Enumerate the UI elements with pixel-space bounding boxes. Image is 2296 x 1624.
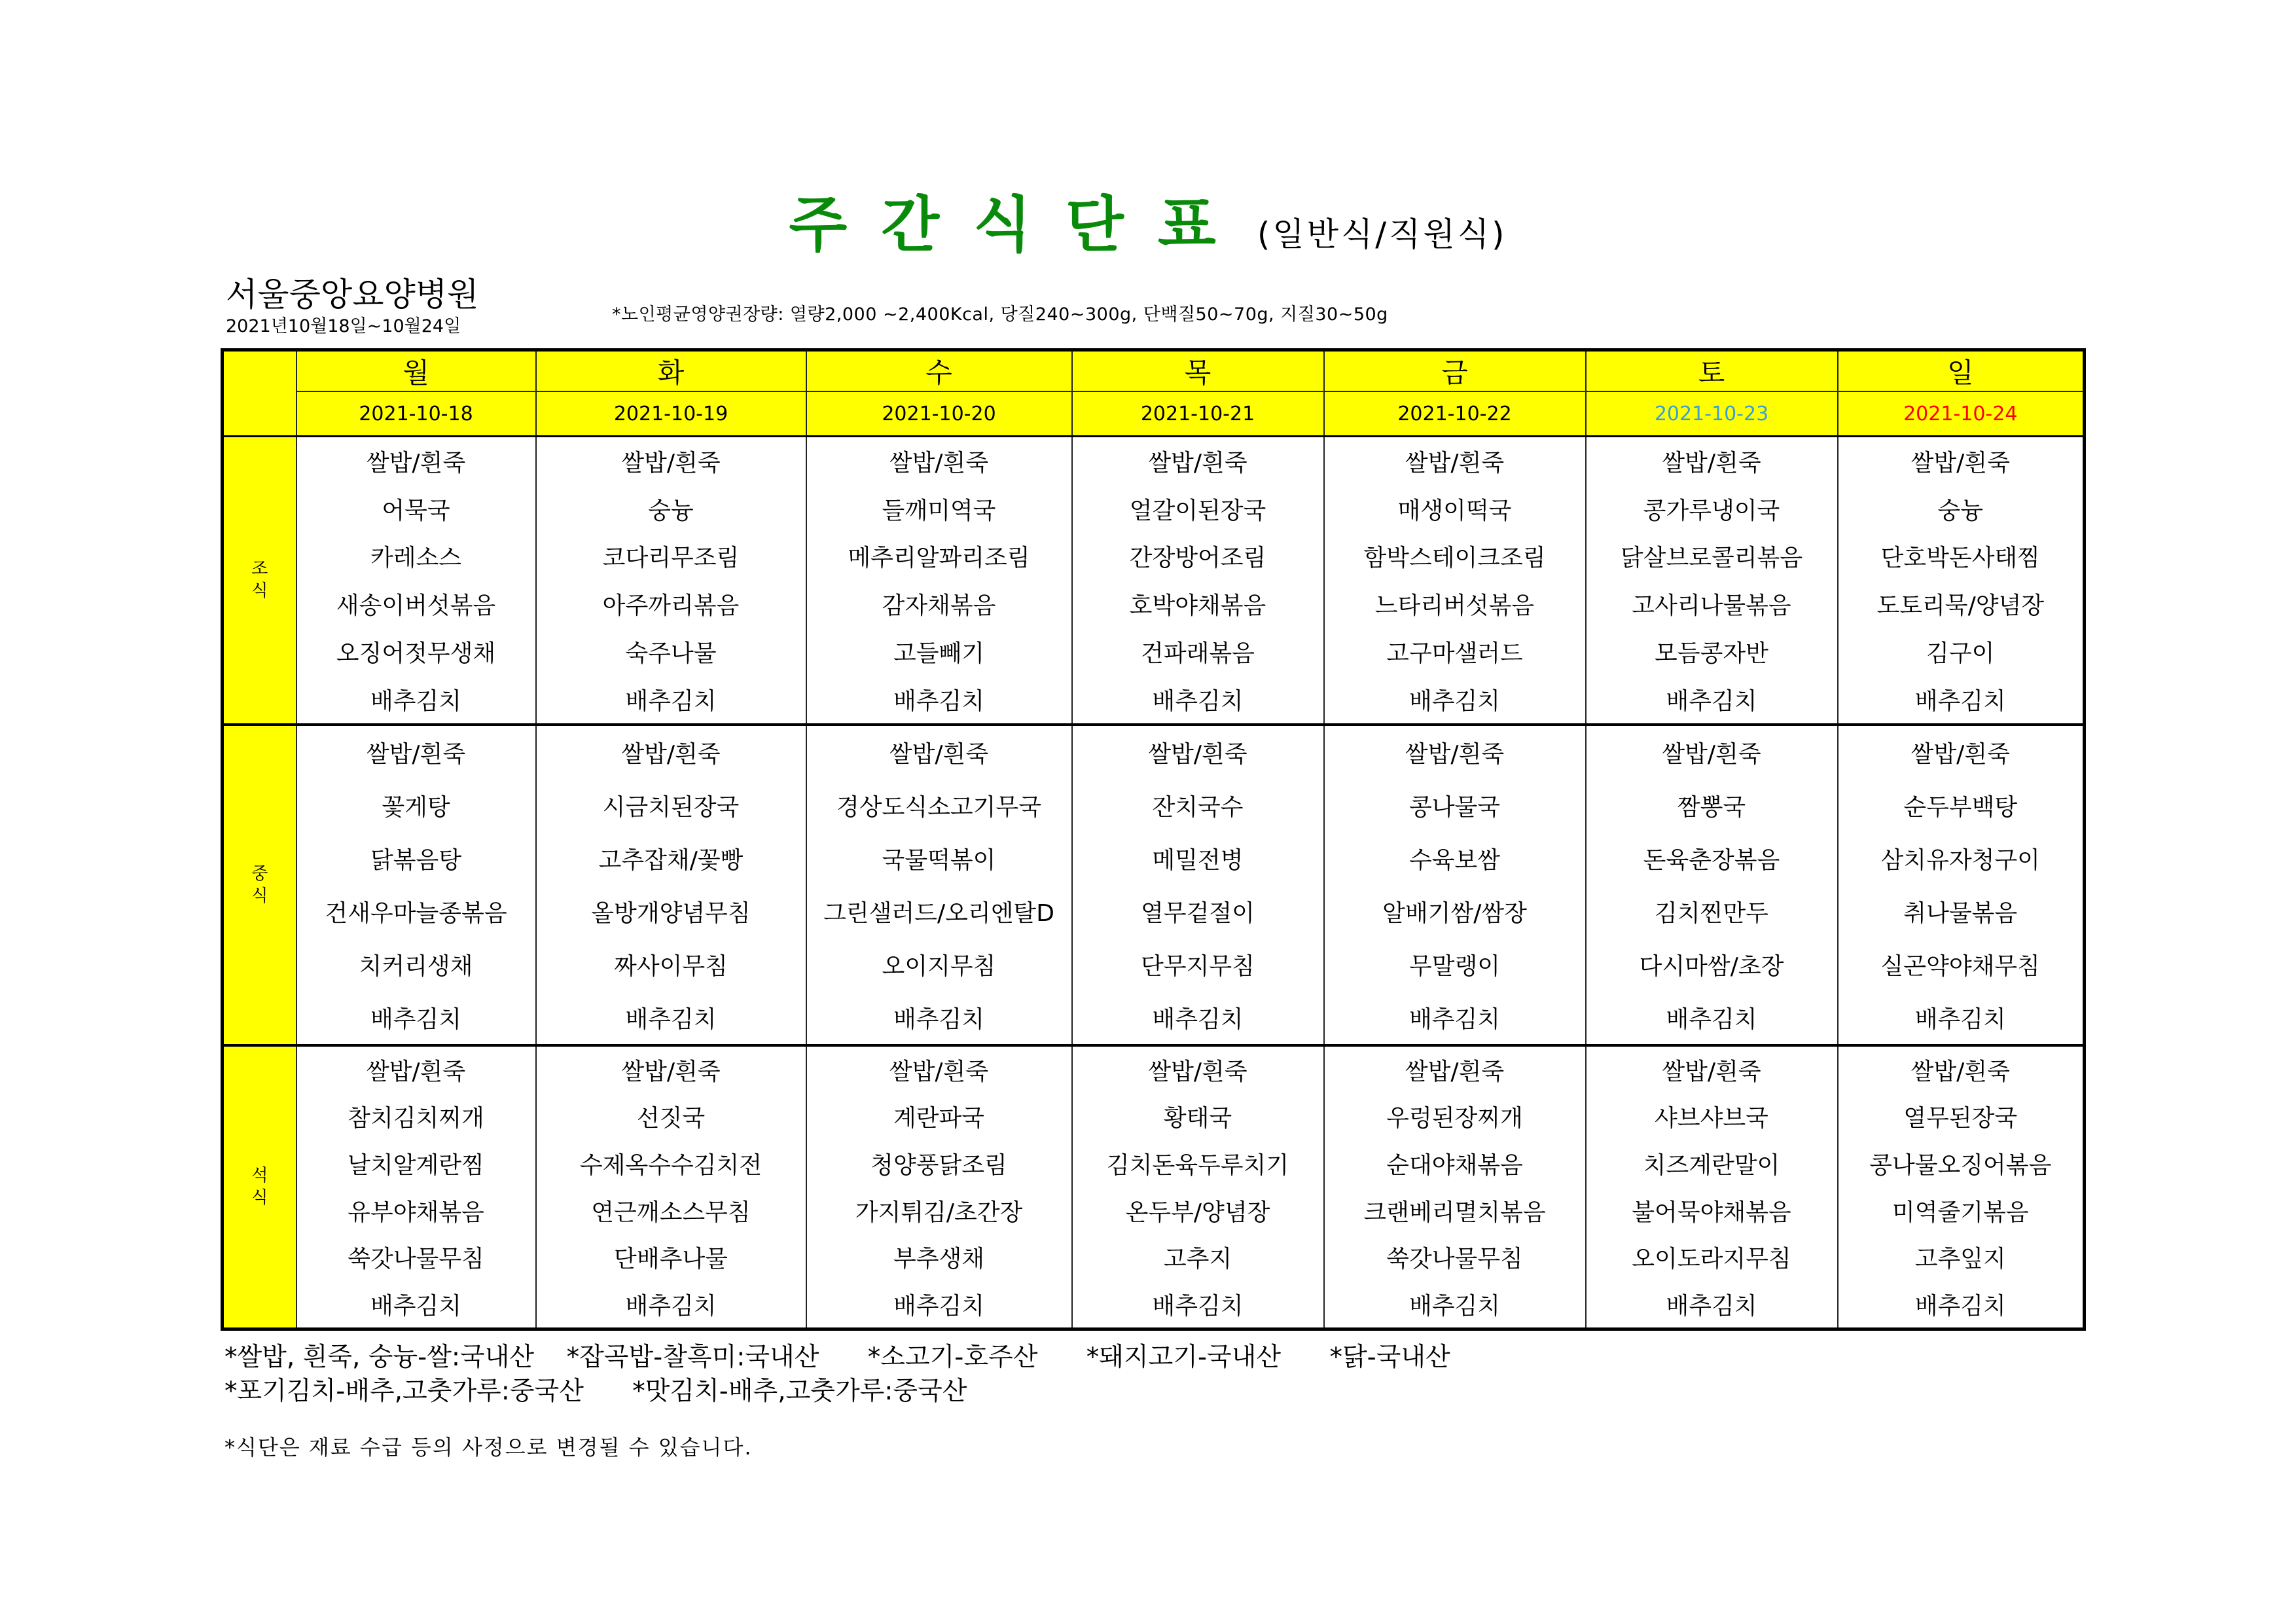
dish: 가지튀김/초간장 bbox=[855, 1199, 1023, 1226]
lunch-sat bbox=[1586, 725, 1838, 1045]
dish: 고사리나물볶음 bbox=[1632, 592, 1791, 620]
meal-label-dinner: 석 식 bbox=[223, 1045, 296, 1329]
day-date-saturday: 2021-10-23 bbox=[1586, 391, 1838, 437]
dish: 쌀밥/흰죽 bbox=[1148, 740, 1247, 768]
nutrition-note: *노인평균영양권장량: 열량2,000 ~2,400Kcal, 당질240~300g, 단백질50~70g, 지질30~50g bbox=[612, 304, 1388, 325]
dinner-fri bbox=[1324, 1045, 1586, 1329]
dish: 메밀전병 bbox=[1152, 846, 1244, 874]
dish: 쌀밥/흰죽 bbox=[621, 1058, 721, 1085]
dish: 배추김치 bbox=[370, 1005, 462, 1033]
dish: 코다리무조림 bbox=[602, 545, 740, 572]
dish: 배추김치 bbox=[625, 687, 717, 715]
dish: 배추김치 bbox=[370, 1292, 462, 1320]
dish: 김치찐만두 bbox=[1655, 899, 1768, 927]
day-name: 토 bbox=[1586, 350, 1838, 392]
dinner-thu bbox=[1072, 1045, 1324, 1329]
breakfast-row bbox=[223, 437, 2085, 725]
lunch-sun bbox=[1838, 725, 2085, 1045]
dish: 쑥갓나물무침 bbox=[1386, 1246, 1523, 1273]
dish: 김치돈육두루치기 bbox=[1106, 1151, 1289, 1179]
dish: 쌀밥/흰죽 bbox=[366, 449, 466, 477]
day-date-sunday: 2021-10-24 bbox=[1838, 391, 2085, 437]
breakfast-sun bbox=[1838, 437, 2085, 725]
dish: 단호박돈사태찜 bbox=[1880, 545, 2040, 572]
dish: 배추김치 bbox=[1408, 1292, 1501, 1320]
dish: 쌀밥/흰죽 bbox=[1662, 449, 1761, 477]
dish: 고들빼기 bbox=[893, 640, 985, 667]
dish: 취나물볶음 bbox=[1903, 899, 2018, 927]
dish: 배추김치 bbox=[893, 1292, 985, 1320]
dish: 어묵국 bbox=[382, 497, 450, 524]
dish: 짜사이무침 bbox=[614, 952, 728, 980]
dish: 온두부/양념장 bbox=[1125, 1199, 1270, 1226]
dish: 배추김치 bbox=[1152, 1005, 1244, 1033]
breakfast-mon bbox=[296, 437, 536, 725]
day-date: 2021-10-18 bbox=[296, 391, 536, 437]
dish: 도토리묵/양념장 bbox=[1876, 592, 2045, 620]
dish: 쌀밥/흰죽 bbox=[621, 740, 721, 768]
lunch-row bbox=[223, 725, 2085, 1045]
dish: 샤브샤브국 bbox=[1655, 1105, 1768, 1132]
dish: 카레소스 bbox=[370, 545, 462, 572]
dish: 오이도라지무침 bbox=[1632, 1246, 1791, 1273]
dish: 콩나물오징어볶음 bbox=[1869, 1151, 2052, 1179]
dish: 계란파국 bbox=[893, 1105, 985, 1132]
dish: 열무겉절이 bbox=[1141, 899, 1255, 927]
dish: 날치알계란찜 bbox=[348, 1151, 484, 1179]
dish: 쌀밥/흰죽 bbox=[366, 740, 466, 768]
dish: 열무된장국 bbox=[1903, 1105, 2018, 1132]
dish: 숭늉 bbox=[1937, 497, 1984, 524]
day-date: 2021-10-20 bbox=[806, 391, 1072, 437]
dish: 오징어젓무생채 bbox=[336, 640, 496, 667]
dish: 쑥갓나물무침 bbox=[348, 1246, 484, 1273]
dish: 쌀밥/흰죽 bbox=[1910, 740, 2010, 768]
lunch-mon bbox=[296, 725, 536, 1045]
dish: 배추김치 bbox=[1152, 1292, 1244, 1320]
breakfast-wed bbox=[806, 437, 1072, 725]
dish: 닭살브로콜리볶음 bbox=[1620, 545, 1803, 572]
dish: 배추김치 bbox=[1666, 1005, 1757, 1033]
dish: 황태국 bbox=[1163, 1105, 1232, 1132]
corner-cell bbox=[223, 350, 296, 437]
dish: 메추리알꽈리조림 bbox=[848, 545, 1030, 572]
dish: 쌀밥/흰죽 bbox=[889, 1058, 989, 1085]
dish: 쌀밥/흰죽 bbox=[1662, 1058, 1761, 1085]
meal-label-breakfast: 조 식 bbox=[223, 437, 296, 725]
breakfast-tue bbox=[536, 437, 806, 725]
dish: 건파래볶음 bbox=[1141, 640, 1255, 667]
dish: 얼갈이된장국 bbox=[1129, 497, 1266, 524]
lunch-tue bbox=[536, 725, 806, 1045]
dish: 참치김치찌개 bbox=[348, 1105, 484, 1132]
dish: 배추김치 bbox=[625, 1292, 717, 1320]
dish: 부추생채 bbox=[893, 1246, 985, 1273]
page-title bbox=[0, 177, 2296, 263]
dish: 실곤약야채무침 bbox=[1880, 952, 2040, 980]
dish: 불어묵야채볶음 bbox=[1632, 1199, 1791, 1226]
dish: 감자채볶음 bbox=[882, 592, 996, 620]
dish: 수제옥수수김치전 bbox=[579, 1151, 762, 1179]
day-name: 수 bbox=[806, 350, 1072, 392]
dish: 배추김치 bbox=[625, 1005, 717, 1033]
dish: 그린샐러드/오리엔탈D bbox=[823, 899, 1054, 927]
dish: 올방개양념무침 bbox=[591, 899, 751, 927]
dish: 연근깨소스무침 bbox=[591, 1199, 751, 1226]
dish: 국물떡볶이 bbox=[882, 846, 996, 874]
dish: 선짓국 bbox=[636, 1105, 706, 1132]
day-name: 목 bbox=[1072, 350, 1324, 392]
dish: 쌀밥/흰죽 bbox=[1405, 740, 1505, 768]
dish: 느타리버섯볶음 bbox=[1374, 592, 1535, 620]
dish: 고추지 bbox=[1163, 1246, 1232, 1273]
dish: 콩가루냉이국 bbox=[1643, 497, 1780, 524]
dish: 쌀밥/흰죽 bbox=[1405, 1058, 1505, 1085]
dish: 경상도식소고기무국 bbox=[836, 793, 1041, 821]
dish: 돈육춘장볶음 bbox=[1643, 846, 1780, 874]
dinner-row bbox=[223, 1045, 2085, 1329]
dish: 호박야채볶음 bbox=[1129, 592, 1266, 620]
lunch-wed bbox=[806, 725, 1072, 1045]
day-name: 화 bbox=[536, 350, 806, 392]
dish: 쌀밥/흰죽 bbox=[1148, 449, 1247, 477]
dish: 배추김치 bbox=[1408, 687, 1501, 715]
dish: 배추김치 bbox=[1914, 1292, 2006, 1320]
dish: 숭늉 bbox=[648, 497, 694, 524]
dish: 고추잎지 bbox=[1914, 1246, 2006, 1273]
dish: 배추김치 bbox=[1666, 687, 1757, 715]
dish: 쌀밥/흰죽 bbox=[1910, 1058, 2010, 1085]
dish: 순두부백탕 bbox=[1903, 793, 2018, 821]
title-main: 주간식단표 bbox=[789, 190, 1250, 260]
hospital-name: 서울중앙요양병원 bbox=[226, 276, 479, 314]
dish: 청양풍닭조림 bbox=[870, 1151, 1007, 1179]
dish: 무말랭이 bbox=[1408, 952, 1501, 980]
dish: 배추김치 bbox=[893, 687, 985, 715]
dish: 콩나물국 bbox=[1408, 793, 1501, 821]
dinner-sat bbox=[1586, 1045, 1838, 1329]
dish: 배추김치 bbox=[1408, 1005, 1501, 1033]
dish: 알배기쌈/쌈장 bbox=[1382, 899, 1527, 927]
weekly-menu-table bbox=[221, 348, 2086, 1331]
lunch-fri bbox=[1324, 725, 1586, 1045]
title-sub: (일반식/직원식) bbox=[1257, 215, 1507, 253]
dish: 김구이 bbox=[1926, 640, 1995, 667]
origin-note-line2: *포기김치-배추,고춧가루:중국산 *맛김치-배추,고춧가루:중국산 bbox=[224, 1377, 967, 1406]
dish: 쌀밥/흰죽 bbox=[1405, 449, 1505, 477]
dish: 치즈계란말이 bbox=[1643, 1151, 1780, 1179]
dish: 닭볶음탕 bbox=[370, 846, 462, 874]
dish: 우렁된장찌개 bbox=[1386, 1105, 1523, 1132]
dish: 단무지무침 bbox=[1141, 952, 1255, 980]
lunch-thu bbox=[1072, 725, 1324, 1045]
dish: 아주까리볶음 bbox=[602, 592, 740, 620]
breakfast-thu bbox=[1072, 437, 1324, 725]
dish: 미역줄기볶음 bbox=[1892, 1199, 2029, 1226]
dinner-mon bbox=[296, 1045, 536, 1329]
dish: 치커리생채 bbox=[359, 952, 473, 980]
day-date: 2021-10-19 bbox=[536, 391, 806, 437]
dish: 모듬콩자반 bbox=[1655, 640, 1768, 667]
dish: 쌀밥/흰죽 bbox=[889, 449, 989, 477]
dinner-sun bbox=[1838, 1045, 2085, 1329]
dinner-tue bbox=[536, 1045, 806, 1329]
dish: 배추김치 bbox=[893, 1005, 985, 1033]
day-name: 월 bbox=[296, 350, 536, 392]
dish: 다시마쌈/초장 bbox=[1639, 952, 1784, 980]
dish: 함박스테이크조림 bbox=[1363, 545, 1546, 572]
dish: 배추김치 bbox=[1152, 687, 1244, 715]
change-notice: *식단은 재료 수급 등의 사정으로 변경될 수 있습니다. bbox=[224, 1435, 753, 1460]
dish: 쌀밥/흰죽 bbox=[1662, 740, 1761, 768]
origin-note-line1: *쌀밥, 흰죽, 숭늉-쌀:국내산 *잡곡밥-찰흑미:국내산 *소고기-호주산 *돼지고기-국내산 *닭-국내산 bbox=[224, 1343, 1450, 1372]
dish: 매생이떡국 bbox=[1397, 497, 1512, 524]
day-name: 금 bbox=[1324, 350, 1586, 392]
dish: 짬뽕국 bbox=[1677, 793, 1746, 821]
dish: 새송이버섯볶음 bbox=[336, 592, 496, 620]
dish: 숙주나물 bbox=[625, 640, 717, 667]
dinner-wed bbox=[806, 1045, 1072, 1329]
dish: 간장방어조림 bbox=[1129, 545, 1266, 572]
dish: 오이지무침 bbox=[882, 952, 996, 980]
dish: 고구마샐러드 bbox=[1386, 640, 1523, 667]
dish: 쌀밥/흰죽 bbox=[366, 1058, 466, 1085]
dish: 순대야채볶음 bbox=[1386, 1151, 1523, 1179]
dish: 배추김치 bbox=[1914, 1005, 2006, 1033]
dish: 배추김치 bbox=[370, 687, 462, 715]
dish: 쌀밥/흰죽 bbox=[621, 449, 721, 477]
dish: 삼치유자청구이 bbox=[1880, 846, 2040, 874]
dish: 수육보쌈 bbox=[1408, 846, 1501, 874]
dish: 들깨미역국 bbox=[882, 497, 996, 524]
breakfast-sat bbox=[1586, 437, 1838, 725]
dish: 꽃게탕 bbox=[382, 793, 450, 821]
dish: 쌀밥/흰죽 bbox=[1148, 1058, 1247, 1085]
breakfast-fri bbox=[1324, 437, 1586, 725]
day-name: 일 bbox=[1838, 350, 2085, 392]
dish: 배추김치 bbox=[1914, 687, 2006, 715]
dish: 고추잡채/꽃빵 bbox=[598, 846, 744, 874]
dish: 쌀밥/흰죽 bbox=[1910, 449, 2010, 477]
dish: 크랜베리멸치볶음 bbox=[1363, 1199, 1546, 1226]
dish: 유부야채볶음 bbox=[348, 1199, 484, 1226]
dish: 잔치국수 bbox=[1152, 793, 1244, 821]
dish: 배추김치 bbox=[1666, 1292, 1757, 1320]
menu-period: 2021년10월18일~10월24일 bbox=[226, 316, 461, 336]
meal-label-lunch: 중 식 bbox=[223, 725, 296, 1045]
dish: 단배추나물 bbox=[614, 1246, 728, 1273]
dish: 건새우마늘종볶음 bbox=[325, 899, 507, 927]
day-date: 2021-10-21 bbox=[1072, 391, 1324, 437]
dish: 쌀밥/흰죽 bbox=[889, 740, 989, 768]
dish: 시금치된장국 bbox=[602, 793, 740, 821]
day-date: 2021-10-22 bbox=[1324, 391, 1586, 437]
